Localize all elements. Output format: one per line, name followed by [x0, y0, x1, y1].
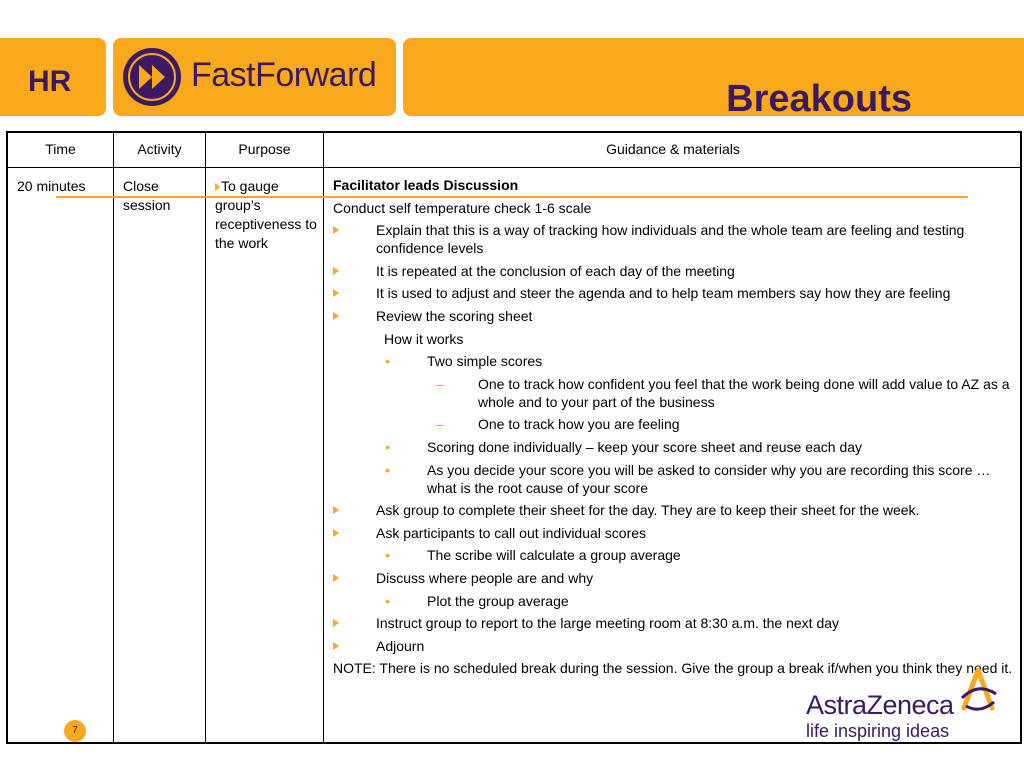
list-item: Explain that this is a way of tracking how individuals and the whole team are feeling and testing confidence levels	[333, 221, 1013, 257]
page-number: 7	[64, 720, 86, 742]
brand-name: FastForward	[191, 56, 377, 94]
bullet-dot-icon: •	[385, 592, 390, 609]
list-item: Adjourn	[333, 637, 1013, 655]
section-label: HR	[28, 65, 72, 98]
cell-purpose	[215, 177, 321, 253]
bullet-arrow-icon	[333, 529, 339, 537]
list-item: • Scoring done individually – keep your score sheet and reuse each day	[385, 438, 863, 455]
column-header-activity: Activity	[137, 141, 182, 157]
section-banner	[0, 38, 106, 116]
brand-banner	[113, 38, 396, 116]
bullet-arrow-icon	[333, 642, 339, 650]
bullet-arrow-icon	[333, 619, 339, 627]
guidance-list	[333, 176, 1013, 682]
page-title: Breakouts	[726, 78, 912, 120]
company-name: AstraZeneca	[806, 690, 954, 720]
list-item: Instruct group to report to the large meeting room at 8:30 a.m. the next day	[333, 614, 1013, 632]
list-item: • Plot the group average	[385, 592, 569, 609]
bullet-arrow-icon	[215, 183, 220, 191]
cell-time: 20 minutes	[17, 178, 86, 194]
guidance-heading: Facilitator leads Discussion	[333, 177, 519, 193]
list-item: Ask participants to call out individual scores	[333, 524, 1013, 542]
bullet-arrow-icon	[333, 506, 339, 514]
company-tagline: life inspiring ideas	[806, 721, 950, 741]
bullet-arrow-icon	[333, 574, 339, 582]
bullet-dot-icon: •	[385, 461, 390, 478]
list-item: – One to track how you are feeling	[436, 416, 680, 433]
bullet-arrow-icon	[333, 312, 339, 320]
column-divider	[323, 133, 324, 742]
bullet-dot-icon: •	[385, 547, 390, 564]
bullet-dot-icon: •	[385, 438, 390, 455]
bullet-dot-icon: •	[385, 353, 390, 370]
column-divider	[205, 133, 206, 742]
guidance-intro: Conduct self temperature check 1-6 scale	[333, 199, 592, 216]
list-item: Ask group to complete their sheet for the day. They are to keep their sheet for the week.	[333, 501, 1013, 519]
title-banner	[403, 38, 1024, 120]
list-item: • Two simple scores	[385, 353, 543, 370]
bullet-arrow-icon	[333, 267, 339, 275]
list-item: • The scribe will calculate a group average	[385, 547, 681, 564]
bullet-arrow-icon	[333, 226, 339, 234]
company-logo	[806, 668, 1016, 744]
column-header-guidance: Guidance & materials	[606, 141, 740, 157]
column-header-time: Time	[45, 141, 76, 157]
guidance-note: NOTE: There is no scheduled break during the session. Give the group a break if/when you think they need it.	[333, 660, 1013, 677]
list-item: It is repeated at the conclusion of each day of the meeting	[333, 262, 1013, 280]
bullet-dash-icon: –	[436, 416, 444, 433]
bullet-arrow-icon	[333, 289, 339, 297]
purpose-text: To gauge group’s receptiveness to the work	[215, 178, 317, 251]
list-item: Discuss where people are and why	[333, 569, 1013, 587]
astrazeneca-symbol-icon	[956, 668, 1000, 714]
column-header-purpose: Purpose	[238, 141, 291, 157]
list-item: Review the scoring sheet	[333, 307, 1013, 325]
fast-forward-icon	[123, 48, 181, 106]
cell-activity: Close session	[123, 178, 171, 213]
list-subheading: How it works	[384, 330, 464, 347]
column-divider	[113, 133, 114, 742]
bullet-dash-icon: –	[436, 375, 444, 392]
header-divider	[8, 167, 1020, 168]
list-item: – One to track how confident you feel that the work being done will add value to AZ as a whole and to your part of the business	[436, 375, 1010, 410]
list-item: It is used to adjust and steer the agenda and to help team members say how they are feeling	[333, 284, 1013, 302]
list-item: • As you decide your score you will be asked to consider why you are recording this score … what is the root cause of your score	[385, 461, 991, 496]
